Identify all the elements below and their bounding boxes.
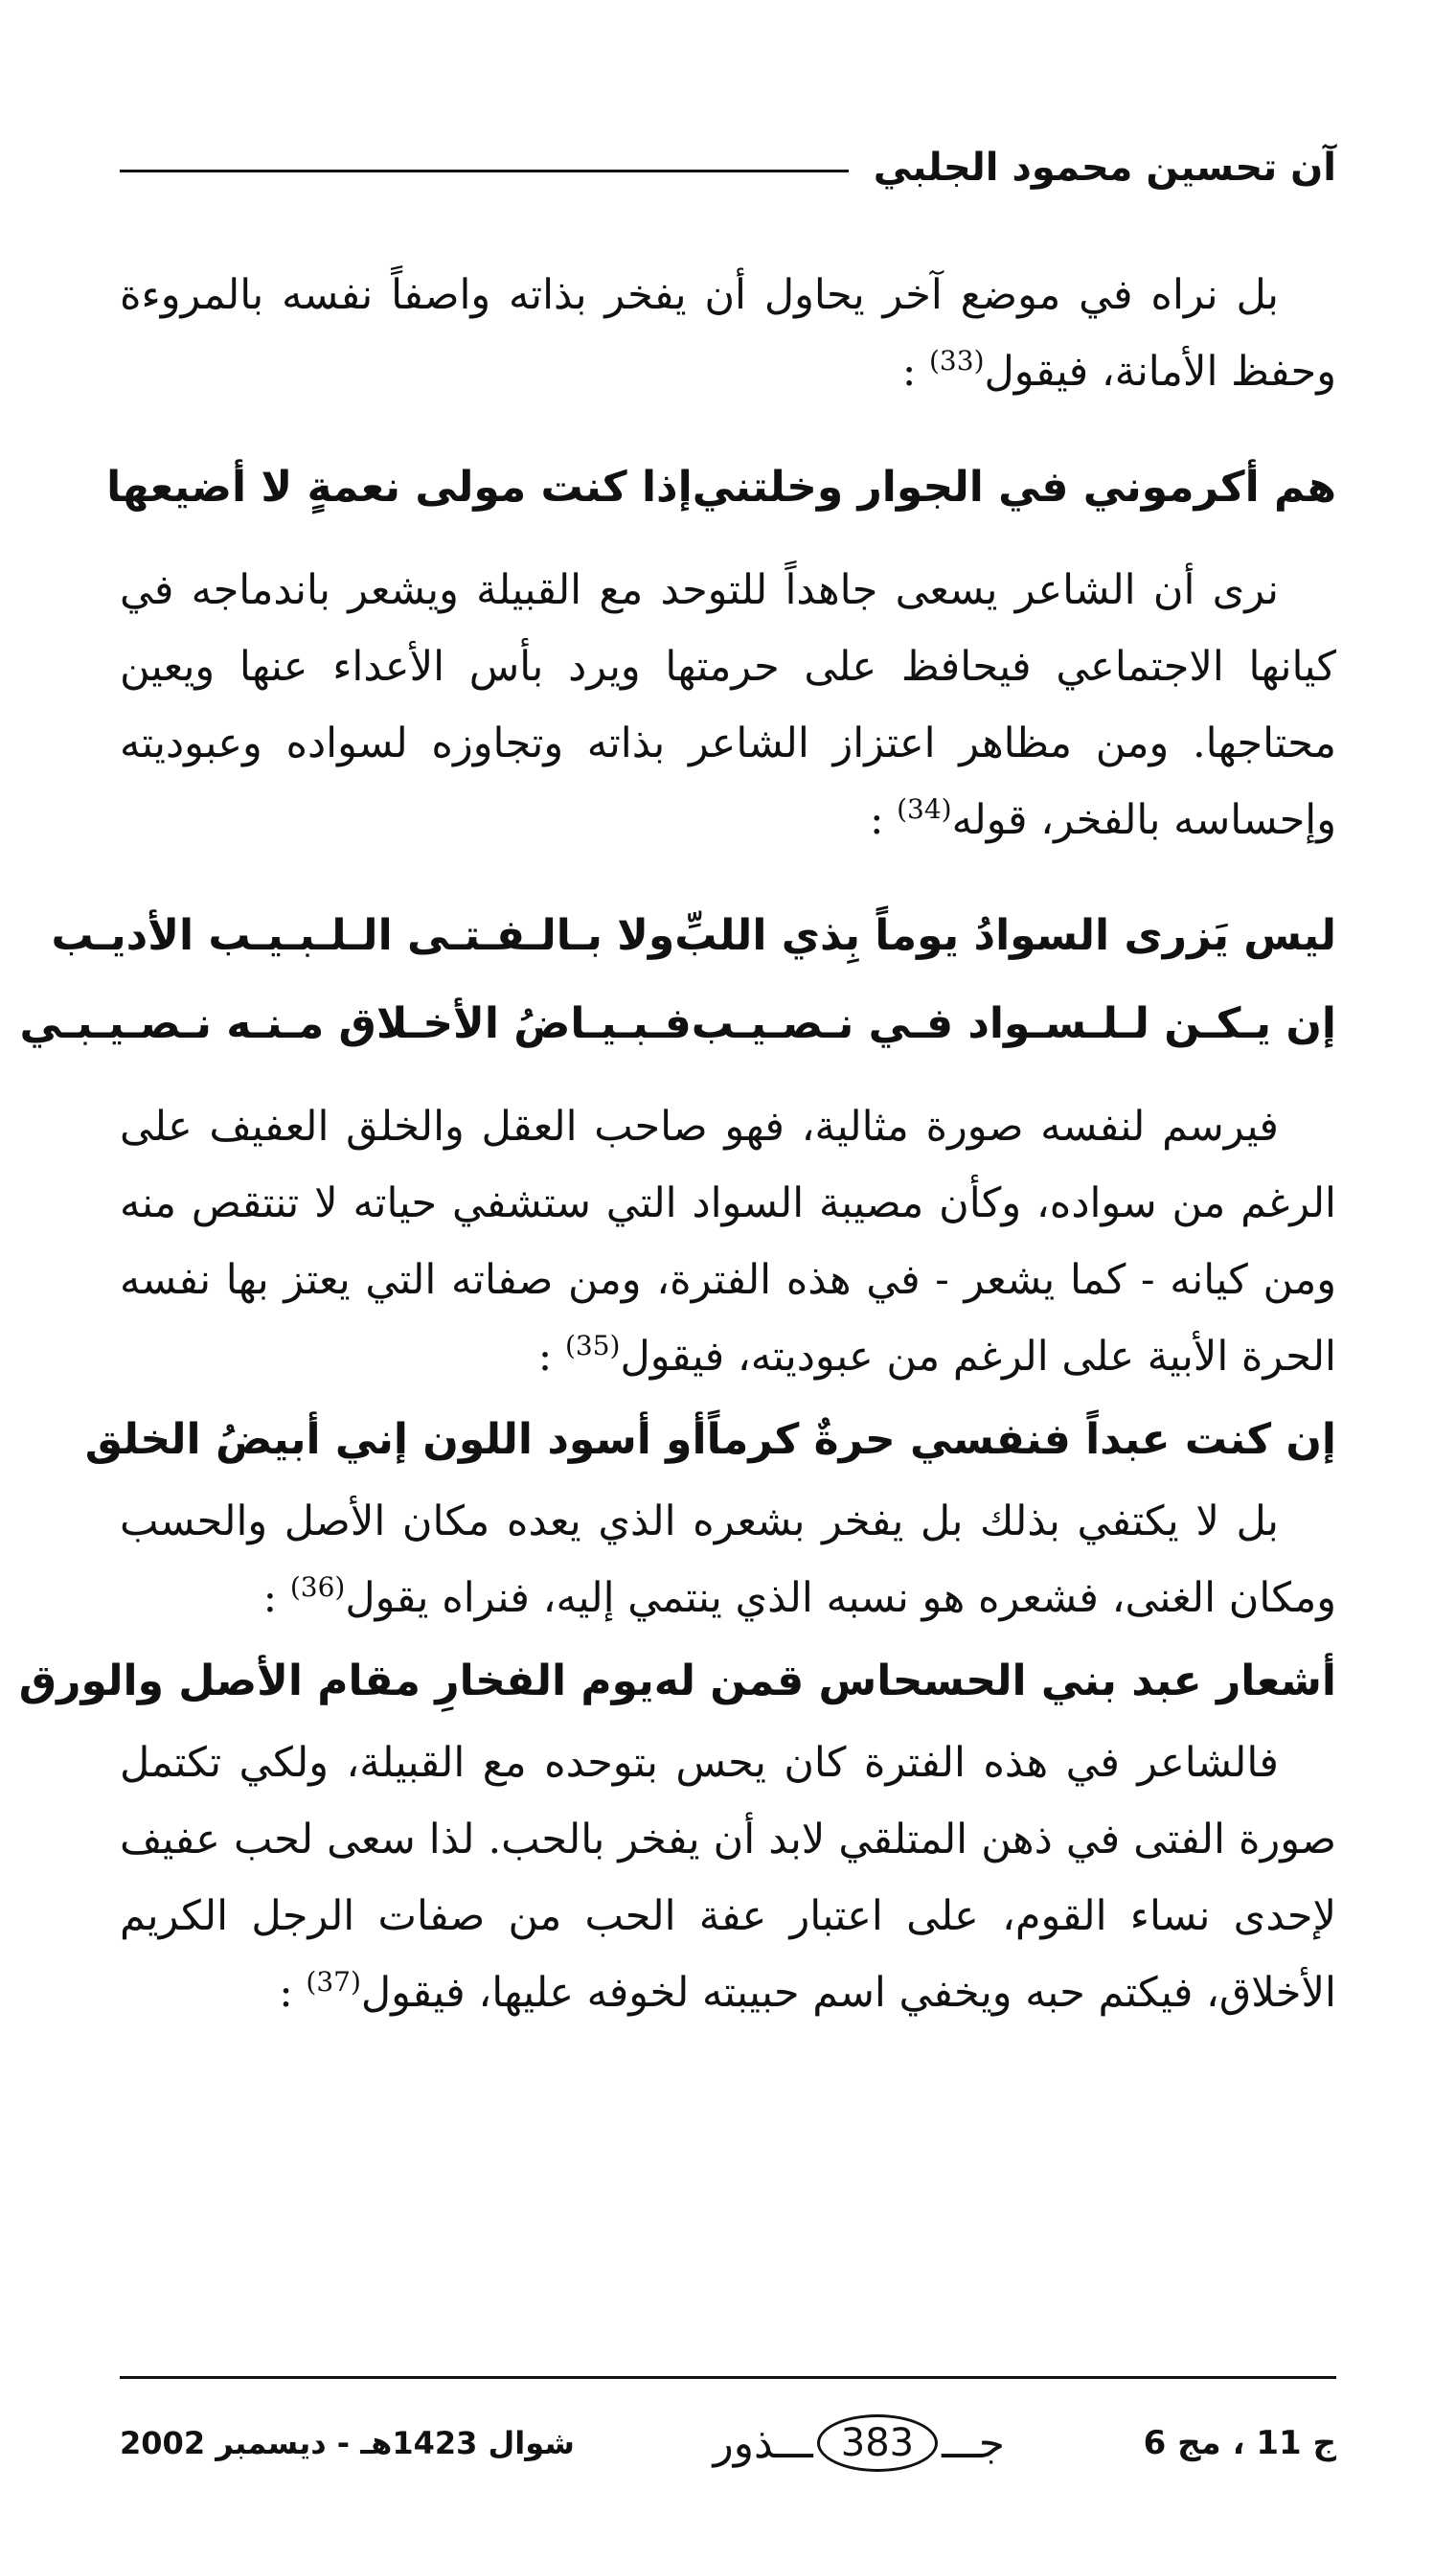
paragraph-1 (120, 257, 1336, 410)
issue-date: شوال 1423هـ - ديسمبر 2002 (120, 2425, 575, 2461)
verse-1 (106, 443, 1336, 531)
paragraph-2-colon: : (869, 796, 898, 844)
verse-3 (19, 979, 1336, 1067)
paragraph-1-colon: : (901, 348, 929, 396)
paragraph-1-text: بل نراه في موضع آخر يحاول أن يفخر بذاته واصفاً نفسه بالمروءة وحفظ الأمانة، فيقول (120, 271, 1336, 396)
paragraph-5-text: فالشاعر في هذه الفترة كان يحس بتوحده مع القبيلة، ولكي تكتمل صورة الفتى في ذهن المتلقي لابد أن يفخر بالحب. لذا سعى لحب عفيف لإحدى نساء القوم، على اعتبار عفة الحب من صفات الرجل الكريم الأخلاق، فيكتم حبه ويخفي اسم حبيبته لخوفه عليها، فيقول (120, 1739, 1336, 2017)
footnote-ref-33: (33) (928, 345, 985, 377)
paragraph-5 (120, 1725, 1336, 2031)
journal-name-right: ـــذور (713, 2418, 813, 2468)
verse-2-second-hemistich: ولا بـالـفـتـى الـلـبـيـب الأديـب (51, 910, 675, 960)
page-footer (120, 2400, 1336, 2486)
journal-name-left: جـــ (942, 2418, 1005, 2468)
page-number: 383 (817, 2414, 938, 2472)
verse-4-second-hemistich: أو أسود اللون إني أبيضُ الخلق (84, 1414, 707, 1464)
verse-4 (84, 1395, 1336, 1483)
paragraph-2 (120, 552, 1336, 858)
paragraph-4 (120, 1483, 1336, 1636)
paragraph-4-colon: : (262, 1574, 290, 1622)
verse-5-second-hemistich: يوم الفخارِ مقام الأصل والورق (18, 1656, 654, 1705)
paragraph-4-text: بل لا يكتفي بذلك بل يفخر بشعره الذي يعده مكان الأصل والحسب ومكان الغنى، فشعره هو نسبه الذي ينتمي إليه، فنراه يقول (120, 1497, 1336, 1622)
verse-1-second-hemistich: إذا كنت مولى نعمةٍ لا أضيعها (106, 462, 693, 512)
footnote-ref-34: (34) (897, 793, 952, 825)
footer-rule (120, 2376, 1336, 2379)
journal-mark (713, 2414, 1005, 2472)
paragraph-5-colon: : (279, 1969, 307, 2017)
paragraph-3-colon: : (537, 1333, 565, 1381)
article-body (18, 257, 1336, 2031)
verse-2-first-hemistich: ليس يَزرى السوادُ يوماً بِذي اللبِّ (674, 910, 1336, 960)
verse-1-first-hemistich: هم أكرموني في الجوار وخلتني (692, 462, 1336, 512)
paragraph-3-text: فيرسم لنفسه صورة مثالية، فهو صاحب العقل والخلق العفيف على الرغم من سواده، وكأن مصيبة السواد التي ستشفي حياته لا تنتقص منه ومن كيانه - كما يشعر - في هذه الفترة، ومن صفاته التي يعتز بها نفسه الحرة الأبية على الرغم من عبوديته، فيقول (120, 1103, 1336, 1381)
footnote-ref-35: (35) (564, 1330, 621, 1361)
header-author: آن تحسين محمود الجلبي (873, 146, 1336, 190)
verse-5 (18, 1636, 1336, 1725)
verse-2 (51, 891, 1336, 979)
issue-volume: ج 11 ، مج 6 (1143, 2424, 1336, 2462)
footnote-ref-36: (36) (289, 1571, 346, 1603)
paragraph-3 (120, 1088, 1336, 1395)
verse-3-first-hemistich: إن يـكـن لـلـسـواد فـي نـصـيـب (691, 998, 1336, 1048)
footnote-ref-37: (37) (306, 1966, 361, 1998)
verse-4-first-hemistich: إن كنت عبداً فنفسي حرةٌ كرماً (706, 1414, 1336, 1464)
verse-3-second-hemistich: فـبـيـاضُ الأخـلاق مـنـه نـصـيـبـي (19, 998, 692, 1048)
running-header (120, 134, 1336, 201)
header-rule (120, 170, 849, 172)
verse-5-first-hemistich: أشعار عبد بني الحسحاس قمن له (653, 1656, 1336, 1705)
paragraph-2-text: نرى أن الشاعر يسعى جاهداً للتوحد مع القبيلة ويشعر باندماجه في كيانها الاجتماعي فيحافظ على حرمتها ويرد بأس الأعداء عنها ويعين محتاجها. ومن مظاهر اعتزاز الشاعر بذاته وتجاوزه لسواده وعبوديته وإحساسه بالفخر، قوله (120, 566, 1336, 844)
